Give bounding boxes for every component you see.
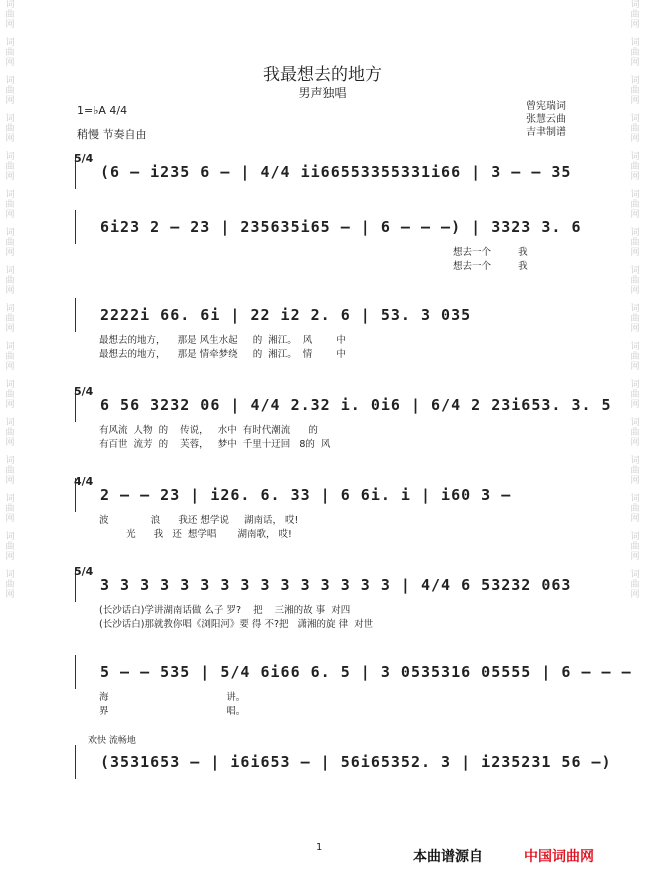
staff-3 <box>75 298 570 332</box>
lyric-7b: 界 唱。 <box>99 706 246 717</box>
notes-6: 3 3 3 3 3 3 3 3 3 3 3 3 3 3 3 | 4/4 6 53232 063 <box>100 576 572 594</box>
staff-2 <box>75 210 582 244</box>
notes-3: 2222i 66. 6i | 22 i2 2. 6 | 53. 3 035 <box>100 306 472 324</box>
score-row-7 <box>75 655 632 717</box>
notes-2: 6i23 2 – 23 | 235635i65 – | 6 – – –) | 3323 3. 6 <box>100 218 582 236</box>
score-row-2 <box>75 210 582 272</box>
lyric-7a: 海 讲。 <box>99 692 246 703</box>
watermark-right: 词曲网 词曲网 词曲网 词曲网 词曲网 词曲网 词曲网 词曲网 词曲网 词曲网 词曲网 词曲网 词曲网 词曲网 词曲网 词曲网 <box>630 0 640 600</box>
credits <box>498 100 566 139</box>
score-row-4 <box>74 385 612 450</box>
page-subtitle: 男声独唱 <box>298 86 347 100</box>
staff-4 <box>74 385 612 422</box>
lyric-2a: 想去一个 我 <box>453 247 528 258</box>
score-row-5 <box>74 475 570 540</box>
lyric-4a: 有风流 人物 的 传说， 水中 有时代潮流 的 <box>99 425 318 436</box>
lyric-5a: 波 浪 我还 想学说 湖南话， 哎! <box>99 515 299 526</box>
notes-4: 6 56 3232 06 | 4/4 2.32 i. 0i6 | 6/4 2 23i653. 3. 5 <box>100 396 612 414</box>
credit-composer: 张慧云曲 <box>526 114 566 125</box>
footer-site-name: 中国词曲网 <box>524 849 594 865</box>
notes-5: 2 – – 23 | i26. 6. 33 | 6 6i. i | i60 3 – <box>100 486 512 504</box>
lyric-3b: 最想去的地方， 那是 情牵梦绕 的 湘江。 情 中 <box>99 349 346 360</box>
staff-1 <box>74 152 572 189</box>
meter-1: 5/4 <box>74 152 94 165</box>
performance-instruction: 欢快 流畅地 <box>88 736 136 746</box>
watermark-left: 词曲网 词曲网 词曲网 词曲网 词曲网 词曲网 词曲网 词曲网 词曲网 词曲网 词曲网 词曲网 词曲网 词曲网 词曲网 词曲网 <box>5 0 15 600</box>
tempo-marking: 稍慢 节奏自由 <box>77 128 147 141</box>
lyric-6a: (长沙话白)学讲湖南话做 么子 罗? 把 三湘的故 事 对四 <box>99 605 351 616</box>
staff-8 <box>75 745 612 779</box>
score-row-6 <box>74 565 572 630</box>
staff-7 <box>75 655 632 689</box>
lyric-3a: 最想去的地方， 那是 风生水起 的 湘江。 风 中 <box>99 335 346 346</box>
page-title: 我最想去的地方 <box>263 65 382 85</box>
score-row-1 <box>74 152 572 189</box>
meter-6: 5/4 <box>74 565 94 578</box>
staff-5 <box>74 475 570 512</box>
credit-transcriber: 吉聿制谱 <box>526 127 566 138</box>
lyric-5b: 光 我 还 想学唱 湖南歌， 哎! <box>99 529 292 540</box>
meter-5: 4/4 <box>74 475 94 488</box>
notes-7: 5 – – 535 | 5/4 6i66 6. 5 | 3 0535316 05555 | 6 – – – <box>100 663 632 681</box>
lyric-6b: (长沙话白)那就教你唱《浏阳河》要 得 不?把 潇湘的旋 律 对世 <box>99 619 374 630</box>
page-number: 1 <box>316 842 323 853</box>
meter-4: 5/4 <box>74 385 94 398</box>
lyric-2b: 想去一个 我 <box>453 261 528 272</box>
footer-source-label: 本曲谱源自 <box>413 849 483 865</box>
notes-8: (3531653 – | i6i653 – | 56i65352. 3 | i235231 56 –) <box>100 753 612 771</box>
score-row-3 <box>75 298 570 360</box>
lyric-4b: 有百世 流芳 的 芙蓉， 梦中 千里十迂回 8的 风 <box>99 439 331 450</box>
score-row-8 <box>75 745 612 779</box>
key-signature: 1=♭A 4/4 <box>77 104 128 117</box>
staff-6 <box>74 565 572 602</box>
notes-1: (6 – i235 6 – | 4/4 ii66553355331i66 | 3 – – 35 <box>100 163 572 181</box>
credit-lyricist: 曾宪瑞词 <box>526 101 566 112</box>
